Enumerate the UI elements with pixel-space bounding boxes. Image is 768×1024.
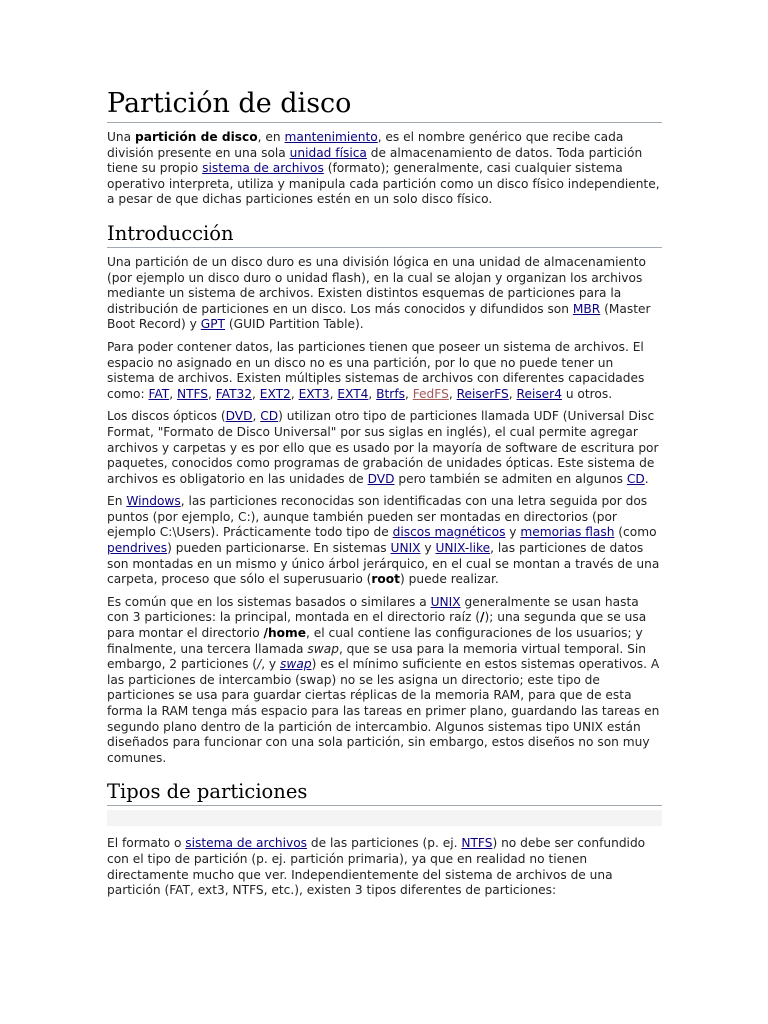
text: de almacenamiento de datos. Toda partición tiene su propio: [107, 145, 643, 176]
text: y: [420, 541, 436, 556]
text: ) puede realizar.: [400, 572, 499, 587]
text: ,: [329, 386, 338, 401]
text: pero también se admiten en algunos: [394, 471, 627, 486]
link-fat32[interactable]: FAT32: [215, 386, 253, 401]
article: [107, 88, 662, 899]
text: generalmente se usan hasta con 3 particiones: la principal, montada en el directorio raíz (: [107, 594, 639, 625]
placeholder-bar: [107, 810, 662, 826]
link-dvd[interactable]: DVD: [367, 471, 395, 486]
link-ntfs[interactable]: NTFS: [176, 386, 209, 401]
link-ext3[interactable]: EXT3: [298, 386, 330, 401]
text: swap: [280, 657, 312, 672]
paragraph: [107, 595, 662, 767]
link-windows[interactable]: Windows: [126, 494, 181, 509]
link-mantenimiento[interactable]: mantenimiento: [284, 130, 378, 144]
text: ,: [252, 386, 260, 401]
link-pendrives[interactable]: pendrives: [107, 541, 168, 556]
text: ) utilizan otro tipo de particiones llamada UDF (Universal Disc Format, "Formato de Disco Universal" por sus siglas en inglés), el cual permite agregar archivos y carpetas y es por ello que es usado por la mayoría de software de escritura por paquetes, conocidos como programas de grabación de unidades ópticas. Este sistema de archivos es obligatorio en las unidades de: [107, 409, 659, 486]
text: , es el nombre genérico que recibe cada división presente en una sola: [107, 130, 624, 160]
paragraph: [107, 409, 662, 487]
link-unidad-fisica[interactable]: unidad física: [289, 145, 367, 160]
link-unix-like[interactable]: UNIX-like: [435, 541, 491, 556]
text: Es común que en los sistemas basados o similares a: [107, 594, 431, 609]
text: de las particiones (p. ej.: [307, 836, 462, 851]
text: .: [644, 471, 649, 486]
intro-paragraph: [107, 130, 662, 208]
paragraph: [107, 836, 662, 898]
text: Los discos ópticos (: [107, 409, 226, 424]
text: Para poder contener datos, las particiones tienen que poseer un sistema de archivos. El espacio no asignado en un disco no es una partición, por lo que no puede tener un sistema de archivos. Existen múltiples sistemas de archivos con diferentes capacidades como:: [107, 339, 645, 401]
text: En: [107, 494, 127, 509]
text: (formato); generalmente, casi cualquier sistema operativo interpreta, utiliza y manipula cada partición como un disco físico independiente, a pesar de que dichas particiones estén en un solo disco físico.: [107, 161, 660, 207]
text: ); una segunda que se usa para montar el directorio: [107, 610, 647, 641]
link-cd[interactable]: CD: [626, 471, 645, 486]
link-reiser4[interactable]: Reiser4: [516, 386, 562, 401]
link-fedfs[interactable]: FedFS: [412, 386, 449, 401]
text: (como: [614, 525, 657, 540]
text: ,: [368, 386, 377, 401]
text: Una: [107, 130, 135, 144]
text: El formato o: [107, 836, 186, 851]
em-slash: /: [257, 657, 262, 672]
em-swap: swap: [307, 641, 339, 656]
link-btrfs[interactable]: Btrfs: [376, 386, 405, 401]
paragraph: [107, 255, 662, 333]
link-ext2[interactable]: EXT2: [259, 386, 291, 401]
paragraph: [107, 494, 662, 588]
link-dvd[interactable]: DVD: [225, 409, 253, 424]
text: Una partición de un disco duro es una división lógica en una unidad de almacenamiento (por ejemplo un disco duro o unidad flash), en la cual se alojan y organizan los archivos mediante un sistema de archivos. Existen distintos esquemas de particiones para la distribución de particiones en un disco. Los más conocidos y difundidos son: [107, 254, 646, 316]
bold-root: root: [371, 572, 400, 587]
link-swap[interactable]: [280, 657, 312, 671]
text: (GUID Partition Table).: [225, 317, 364, 332]
link-reiserfs[interactable]: ReiserFS: [456, 386, 509, 401]
page-title: Partición de disco: [107, 88, 662, 123]
text: ,: [208, 386, 216, 401]
text: ,: [290, 386, 299, 401]
section-heading-introduccion: Introducción: [107, 222, 662, 248]
text: , el cual contiene las configuraciones de los usuarios; y finalmente, una tercera llamada: [107, 626, 643, 656]
link-ext4[interactable]: EXT4: [337, 386, 369, 401]
text: ,: [448, 386, 457, 401]
link-gpt[interactable]: GPT: [200, 317, 226, 332]
text: u otros.: [561, 386, 613, 401]
text: , en: [257, 130, 285, 144]
link-sistema-de-archivos[interactable]: sistema de archivos: [185, 836, 308, 851]
bold-slash: /: [480, 610, 485, 625]
section-heading-tipos: Tipos de particiones: [107, 780, 662, 806]
text: ,: [404, 386, 413, 401]
bold-term: partición de disco: [135, 130, 258, 144]
text: y: [505, 525, 521, 540]
link-fat[interactable]: FAT: [148, 386, 170, 401]
link-ntfs[interactable]: NTFS: [461, 836, 493, 851]
text: ,: [508, 386, 517, 401]
link-mbr[interactable]: MBR: [572, 301, 601, 316]
link-unix[interactable]: UNIX: [390, 541, 421, 556]
text: ) no debe ser confundido con el tipo de partición (p. ej. partición primaria), ya que en realidad no tienen directamente mucho que ver. Independientemente del sistema de archivos de una partición (FAT, ext3, NTFS, etc.), existen 3 tipos diferentes de particiones:: [107, 836, 646, 898]
link-unix[interactable]: UNIX: [430, 594, 461, 609]
text: ,: [252, 409, 261, 424]
link-memorias-flash[interactable]: memorias flash: [520, 525, 615, 540]
text: ,: [169, 386, 177, 401]
text: (Master Boot Record) y: [107, 301, 651, 332]
link-discos-magneticos[interactable]: discos magnéticos: [392, 525, 506, 540]
text: ) pueden particionarse. En sistemas: [167, 541, 391, 556]
bold-home: /home: [263, 626, 306, 641]
link-sistema-de-archivos[interactable]: sistema de archivos: [202, 161, 324, 176]
text: ) es el mínimo suficiente en estos sistemas operativos. A las particiones de intercambio (swap) no se les asigna un directorio; este tipo de particiones se usa para guardar ciertas réplicas de la memoria RAM, para que de esta forma la RAM tenga más espacio para las tareas en primer plano, guardando las tareas en segundo plano dentro de la partición de intercambio. Algunos sistemas tipo UNIX están diseñados para funcionar con una sola partición, sin embargo, estos diseños no son muy comunes.: [107, 657, 660, 765]
text: , que se usa para la memoria virtual temporal. Sin embargo, 2 particiones (: [107, 641, 647, 672]
text: , las particiones de datos son montadas en un mismo y único árbol jerárquico, en el cual se montan a través de una carpeta, proceso que sólo el superusuario (: [107, 541, 660, 587]
text: , las particiones reconocidas son identificadas con una letra seguida por dos puntos (por ejemplo, C:), aunque también pueden ser montadas en directorios (por ejemplo C:\Users). Prácticamente todo tipo de: [107, 494, 648, 540]
text: , y: [261, 657, 281, 672]
paragraph: [107, 340, 662, 402]
link-cd[interactable]: CD: [260, 409, 279, 424]
